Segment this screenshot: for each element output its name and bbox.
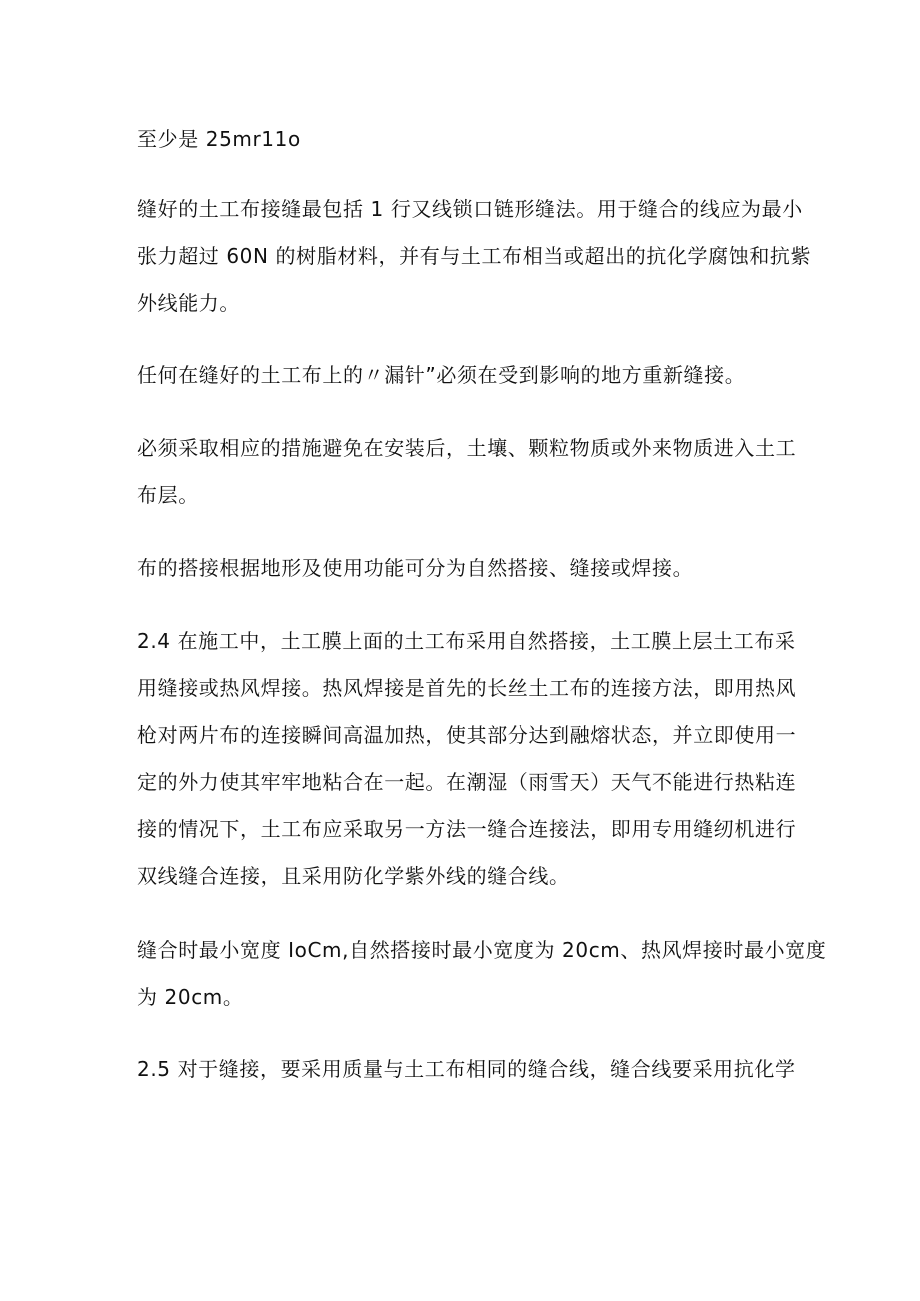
paragraph-line: 外线能力。 bbox=[137, 291, 240, 315]
paragraph-line: 任何在缝好的土工布上的〃漏针”必须在受到影响的地方重新缝接。 bbox=[137, 363, 746, 387]
paragraph-line: 张力超过 60N 的树脂材料，并有与土工布相当或超出的抗化学腐蚀和抗紫 bbox=[137, 244, 812, 268]
paragraph-line: 定的外力使其牢牢地粘合在一起。在潮湿（雨雪天）天气不能进行热粘连 bbox=[137, 770, 797, 794]
paragraph-line: 布的搭接根据地形及使用功能可分为自然搭接、缝接或焊接。 bbox=[137, 556, 694, 580]
paragraph-line: 必须采取相应的措施避免在安装后，土壤、颗粒物质或外来物质进入土工 bbox=[137, 436, 797, 460]
paragraph-line: 双线缝合连接，且采用防化学紫外线的缝合线。 bbox=[137, 864, 570, 888]
paragraph-line: 为 20cm。 bbox=[137, 985, 244, 1009]
paragraph-line: 布层。 bbox=[137, 483, 199, 507]
paragraph-line: 枪对两片布的连接瞬间高温加热，使其部分达到融熔状态，并立即使用一 bbox=[137, 723, 797, 747]
paragraph-line: 2.5 对于缝接，要采用质量与土工布相同的缝合线，缝合线要采用抗化学 bbox=[137, 1057, 796, 1081]
paragraph-line: 接的情况下，土工布应采取另一方法一缝合连接法，即用专用缝纫机进行 bbox=[137, 817, 797, 841]
paragraph-line: 缝好的土工布接缝最包括 1 行又线锁口链形缝法。用于缝合的线应为最小 bbox=[137, 197, 803, 221]
paragraph-line: 缝合时最小宽度 IoCm,自然搭接时最小宽度为 20cm、热风焊接时最小宽度 bbox=[137, 938, 827, 962]
paragraph-line: 2.4 在施工中，土工膜上面的土工布采用自然搭接，土工膜上层土工布采 bbox=[137, 629, 796, 653]
paragraph-line: 用缝接或热风焊接。热风焊接是首先的长丝土工布的连接方法，即用热风 bbox=[137, 676, 797, 700]
paragraph-line: 至少是 25mr11o bbox=[137, 127, 301, 151]
